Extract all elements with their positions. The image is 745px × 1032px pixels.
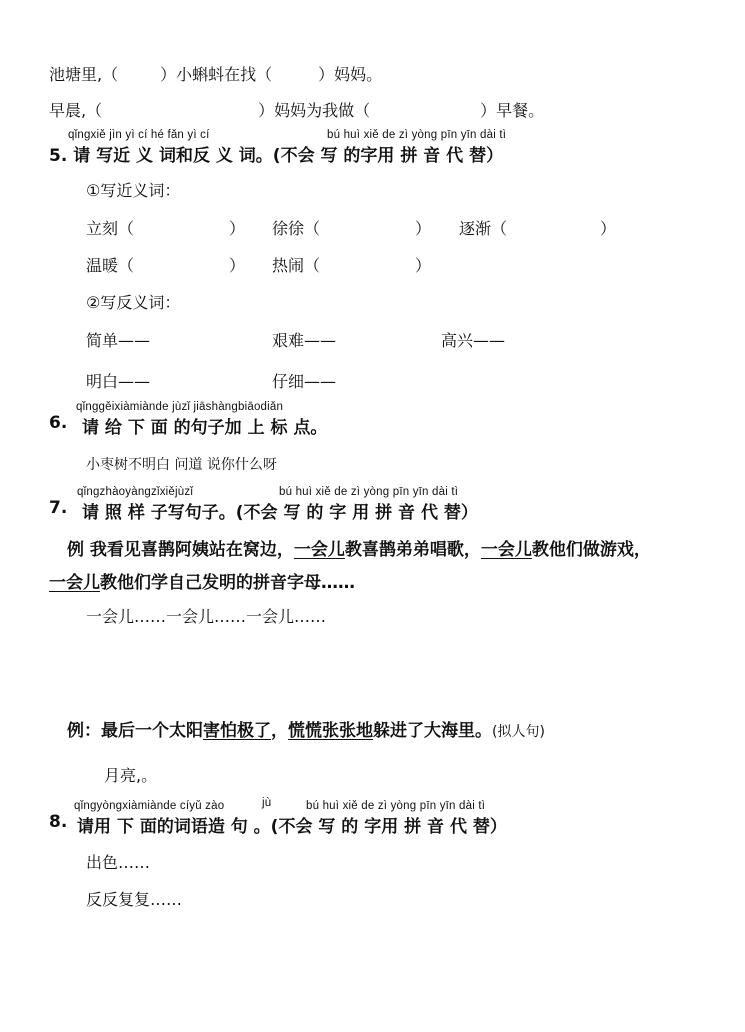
- q7-pinyin-b: bú huì xiě de zì yòng pīn yīn dài tì: [279, 486, 459, 498]
- q8-pinyin-a: qǐngyòngxiàmiànde cíyǔ zào: [74, 800, 225, 812]
- ex1-text-b: 教喜鹊弟弟唱歌，: [344, 540, 481, 560]
- ex2-underline-1: 害怕极了: [203, 721, 271, 741]
- q7-example-2: [67, 716, 545, 741]
- q7-pinyin-a: qǐngzhàoyàngzǐxiějùzǐ: [77, 486, 194, 498]
- q8-title: 请用 下 面的词语造 句 。(不会 写 的 字用 拼 音 代 替）: [77, 817, 507, 837]
- syn-5-label: 热闹（: [272, 256, 321, 275]
- ex1-text-c: 教他们做游戏，: [531, 540, 651, 560]
- q8-item-2: 反反复复……: [86, 890, 183, 909]
- q5-pinyin-b: bú huì xiě de zì yòng pīn yīn dài tì: [327, 129, 507, 141]
- q6-num: 6.: [49, 413, 68, 433]
- ex2-underline-2: 慌慌张张地: [288, 721, 373, 741]
- q5-pinyin-a: qǐngxiě jìn yì cí hé fǎn yì cí: [68, 129, 210, 141]
- fill-line-2-b: ）妈妈为我做（: [258, 101, 371, 120]
- q8-pinyin-ju: jù: [262, 797, 272, 809]
- ant-3: 高兴——: [441, 331, 506, 350]
- ant-1: 简单——: [86, 331, 151, 350]
- ex1-underline-3: 一会儿: [49, 573, 100, 593]
- q8-item-1: 出色……: [86, 853, 151, 872]
- q7-num: 7.: [49, 498, 68, 518]
- fill-line-1-b: ）小蝌蚪在找（: [160, 65, 273, 84]
- q6-title: 请 给 下 面 的句子加 上 标 点。: [82, 418, 328, 438]
- q8-num: 8.: [49, 812, 68, 832]
- syn-1-label: 立刻（: [86, 219, 135, 238]
- syn-2-label: 徐徐（: [272, 219, 321, 238]
- q5-title: 5. 请 写近 义 词和反 义 词。(不会 写 的字用 拼 音 代 替）: [49, 146, 504, 166]
- ant-4: 明白——: [86, 372, 151, 391]
- q7-example-1-line-1: [67, 535, 651, 560]
- q6-sentence: 小枣树不明白 问道 说你什么呀: [86, 457, 277, 473]
- syn-1-close: ）: [229, 219, 246, 238]
- ex1-underline-2: 一会儿: [480, 540, 532, 560]
- syn-4-close: ）: [229, 256, 246, 275]
- ex2-text-a: 例：最后一个太阳: [67, 721, 203, 741]
- syn-3-close: ）: [600, 219, 617, 238]
- q7-practice-1: 一会儿……一会儿……一会儿……: [86, 607, 327, 626]
- ant-2: 艰难——: [272, 331, 337, 350]
- ex1-underline-1: 一会儿: [293, 540, 345, 560]
- q8-pinyin-b: bú huì xiě de zì yòng pīn yīn dài tì: [306, 800, 486, 812]
- ex2-text-c: 躲进了大海里。: [373, 721, 492, 741]
- fill-line-2: [49, 98, 544, 121]
- syn-4-label: 温暖（: [86, 256, 135, 275]
- ex1-text-a: 例 我看见喜鹊阿姨站在窝边，: [67, 540, 294, 560]
- ant-5: 仔细——: [272, 372, 337, 391]
- q7-title: 请 照 样 子写句子。(不会 写 的 字 用 拼 音 代 替）: [82, 503, 478, 523]
- syn-5-close: ）: [415, 256, 432, 275]
- fill-line-2-a: 早晨,（: [49, 101, 103, 120]
- q7-example-1-line-2: [49, 568, 355, 593]
- syn-3-label: 逐渐（: [459, 219, 508, 238]
- fill-line-1-c: ）妈妈。: [318, 65, 383, 84]
- q5-sub1: ①写近义词：: [86, 181, 181, 200]
- ex2-note: (拟人句): [492, 724, 545, 740]
- q5-sub2: ②写反义词：: [86, 293, 181, 312]
- fill-line-1-a: 池塘里,（: [49, 65, 119, 84]
- q6-pinyin: qǐnggěixiàmiànde jùzǐ jiāshàngbiāodiǎn: [76, 401, 284, 413]
- fill-line-1: [49, 62, 382, 85]
- syn-2-close: ）: [415, 219, 432, 238]
- ex1-text-d: 教他们学自己发明的拼音字母……: [100, 573, 355, 593]
- ex2-text-b: ，: [271, 721, 288, 741]
- fill-line-2-c: ）早餐。: [480, 101, 545, 120]
- q7-practice-2: 月亮,。: [104, 766, 158, 785]
